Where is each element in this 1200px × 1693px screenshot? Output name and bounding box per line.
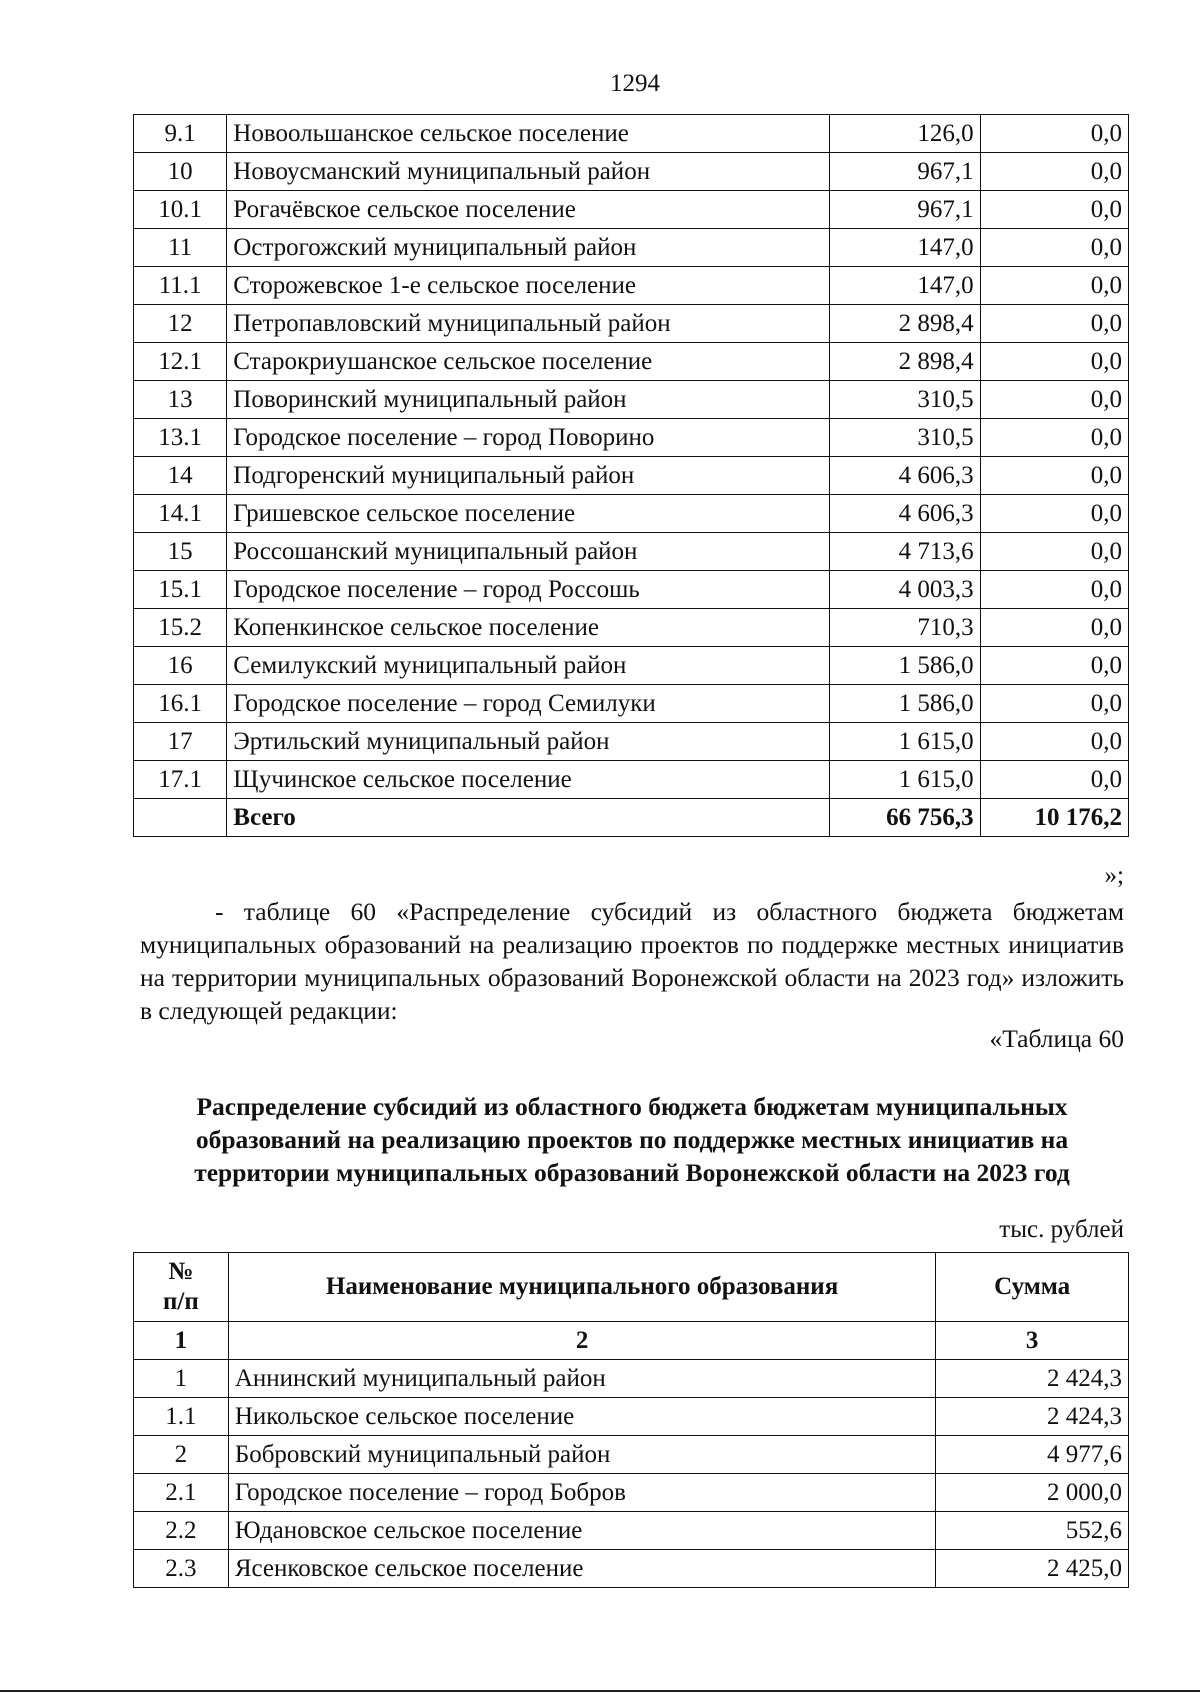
header-name: Наименование муниципального образования xyxy=(228,1253,935,1322)
row-number: 2.2 xyxy=(134,1512,229,1550)
municipality-name: Подгоренский муниципальный район xyxy=(227,457,830,495)
amount-col-2: 0,0 xyxy=(980,761,1128,799)
municipality-name: Россошанский муниципальный район xyxy=(227,533,830,571)
table-row xyxy=(134,153,1129,191)
column-number: 1 xyxy=(134,1322,229,1360)
row-number: 11.1 xyxy=(134,267,227,305)
amount-col-2: 0,0 xyxy=(980,191,1128,229)
municipality-name: Щучинское сельское поселение xyxy=(227,761,830,799)
amount-col-1: 126,0 xyxy=(830,115,980,153)
municipality-name: Сторожевское 1-е сельское поселение xyxy=(227,267,830,305)
table-row xyxy=(134,267,1129,305)
amount-col-2: 0,0 xyxy=(980,153,1128,191)
table-row xyxy=(134,571,1129,609)
amount-col-2: 0,0 xyxy=(980,533,1128,571)
municipality-name: Новоольшанское сельское поселение xyxy=(227,115,830,153)
row-number: 17.1 xyxy=(134,761,227,799)
amount-col-2: 0,0 xyxy=(980,381,1128,419)
column-number: 2 xyxy=(228,1322,935,1360)
municipality-name: Городское поселение – город Бобров xyxy=(228,1474,935,1512)
amount-col-1: 147,0 xyxy=(830,229,980,267)
table-row xyxy=(134,343,1129,381)
total-number-cell xyxy=(134,799,227,837)
amount-col-1: 147,0 xyxy=(830,267,980,305)
municipality-name: Городское поселение – город Семилуки xyxy=(227,685,830,723)
header-number-pp: п/п xyxy=(163,1288,199,1315)
municipality-name: Никольское сельское поселение xyxy=(228,1398,935,1436)
municipality-name: Поворинский муниципальный район xyxy=(227,381,830,419)
table-heading: Распределение субсидий из областного бюджета бюджетам муниципальных образований на реализацию проектов по поддержке местных инициатив на территории муниципальных образований Воронежской области на 2023 год xyxy=(194,1092,1070,1187)
header-sum: Сумма xyxy=(936,1253,1129,1322)
amount-col-2: 0,0 xyxy=(980,685,1128,723)
header-number-sign: № xyxy=(168,1258,194,1285)
subsidy-table-continuation xyxy=(133,114,1129,837)
row-number: 15.2 xyxy=(134,609,227,647)
row-number: 2 xyxy=(134,1436,229,1474)
table-row xyxy=(134,761,1129,799)
table-row xyxy=(134,495,1129,533)
row-number: 1 xyxy=(134,1360,229,1398)
row-number: 15 xyxy=(134,533,227,571)
amount: 4 977,6 xyxy=(936,1436,1129,1474)
table-row xyxy=(134,647,1129,685)
amount: 2 000,0 xyxy=(936,1474,1129,1512)
amount-col-2: 0,0 xyxy=(980,419,1128,457)
header-row xyxy=(134,1253,1129,1322)
amount-col-2: 0,0 xyxy=(980,115,1128,153)
municipality-name: Петропавловский муниципальный район xyxy=(227,305,830,343)
amount-col-1: 4 713,6 xyxy=(830,533,980,571)
table-row xyxy=(134,685,1129,723)
column-number: 3 xyxy=(936,1322,1129,1360)
table-row xyxy=(134,1550,1129,1588)
row-number: 10 xyxy=(134,153,227,191)
row-number: 11 xyxy=(134,229,227,267)
amount-col-1: 710,3 xyxy=(830,609,980,647)
table-label: «Таблица 60 xyxy=(989,1024,1124,1053)
table-row xyxy=(134,381,1129,419)
subsidy-table-60 xyxy=(133,1252,1129,1588)
table-row xyxy=(134,115,1129,153)
total-row xyxy=(134,799,1129,837)
municipality-name: Острогожский муниципальный район xyxy=(227,229,830,267)
amount-col-1: 4 606,3 xyxy=(830,495,980,533)
table-row xyxy=(134,723,1129,761)
units-label: тыс. рублей xyxy=(999,1216,1124,1243)
table-row xyxy=(134,1360,1129,1398)
amount-col-1: 4 003,3 xyxy=(830,571,980,609)
amount-col-1: 1 615,0 xyxy=(830,723,980,761)
amount-col-2: 0,0 xyxy=(980,343,1128,381)
row-number: 12.1 xyxy=(134,343,227,381)
row-number: 13 xyxy=(134,381,227,419)
municipality-name: Городское поселение – город Поворино xyxy=(227,419,830,457)
table-row xyxy=(134,305,1129,343)
page-number: 1294 xyxy=(610,70,660,97)
amount-col-2: 0,0 xyxy=(980,267,1128,305)
row-number: 13.1 xyxy=(134,419,227,457)
municipality-name: Городское поселение – город Россошь xyxy=(227,571,830,609)
amount-col-1: 2 898,4 xyxy=(830,305,980,343)
amount-col-2: 0,0 xyxy=(980,647,1128,685)
table-row xyxy=(134,229,1129,267)
municipality-name: Ясенковское сельское поселение xyxy=(228,1550,935,1588)
amount-col-1: 967,1 xyxy=(830,153,980,191)
row-number: 9.1 xyxy=(134,115,227,153)
row-number: 14 xyxy=(134,457,227,495)
amount: 552,6 xyxy=(936,1512,1129,1550)
row-number: 16 xyxy=(134,647,227,685)
amount: 2 424,3 xyxy=(936,1360,1129,1398)
amount: 2 425,0 xyxy=(936,1550,1129,1588)
amount-col-1: 4 606,3 xyxy=(830,457,980,495)
municipality-name: Юдановское сельское поселение xyxy=(228,1512,935,1550)
table-row xyxy=(134,457,1129,495)
amount-col-1: 1 586,0 xyxy=(830,647,980,685)
amount: 2 424,3 xyxy=(936,1398,1129,1436)
amount-col-1: 1 586,0 xyxy=(830,685,980,723)
row-number: 15.1 xyxy=(134,571,227,609)
amount-col-2: 0,0 xyxy=(980,229,1128,267)
municipality-name: Гришевское сельское поселение xyxy=(227,495,830,533)
municipality-name: Копенкинское сельское поселение xyxy=(227,609,830,647)
row-number: 17 xyxy=(134,723,227,761)
row-number: 1.1 xyxy=(134,1398,229,1436)
amount-col-2: 0,0 xyxy=(980,495,1128,533)
amount-col-1: 967,1 xyxy=(830,191,980,229)
amount-col-2: 0,0 xyxy=(980,609,1128,647)
municipality-name: Аннинский муниципальный район xyxy=(228,1360,935,1398)
row-number: 16.1 xyxy=(134,685,227,723)
amount-col-2: 0,0 xyxy=(980,457,1128,495)
municipality-name: Эртильский муниципальный район xyxy=(227,723,830,761)
header-number xyxy=(134,1253,229,1322)
amount-col-1: 310,5 xyxy=(830,381,980,419)
total-amount-col-1: 66 756,3 xyxy=(830,799,980,837)
amount-col-2: 0,0 xyxy=(980,305,1128,343)
total-label: Всего xyxy=(227,799,830,837)
column-number-row xyxy=(134,1322,1129,1360)
table-row xyxy=(134,533,1129,571)
amount-col-1: 310,5 xyxy=(830,419,980,457)
municipality-name: Бобровский муниципальный район xyxy=(228,1436,935,1474)
table-row xyxy=(134,1474,1129,1512)
municipality-name: Новоусманский муниципальный район xyxy=(227,153,830,191)
table-row xyxy=(134,1398,1129,1436)
row-number: 2.3 xyxy=(134,1550,229,1588)
amount-col-1: 2 898,4 xyxy=(830,343,980,381)
table-row xyxy=(134,419,1129,457)
table-row xyxy=(134,1436,1129,1474)
table-row xyxy=(134,609,1129,647)
closing-quote: »; xyxy=(1104,862,1124,889)
total-amount-col-2: 10 176,2 xyxy=(980,799,1128,837)
row-number: 14.1 xyxy=(134,495,227,533)
amount-col-1: 1 615,0 xyxy=(830,761,980,799)
municipality-name: Семилукский муниципальный район xyxy=(227,647,830,685)
amendment-paragraph: - таблице 60 «Распределение субсидий из областного бюджета бюджетам муниципальных образований на реализацию проектов по поддержке местных инициатив на территории муниципальных образований Воронежской области на 2023 год» изложить в следующей редакции: xyxy=(140,897,1124,1025)
table-row xyxy=(134,1512,1129,1550)
amount-col-2: 0,0 xyxy=(980,723,1128,761)
municipality-name: Рогачёвское сельское поселение xyxy=(227,191,830,229)
amount-col-2: 0,0 xyxy=(980,571,1128,609)
bottom-rule xyxy=(0,1690,1200,1692)
row-number: 2.1 xyxy=(134,1474,229,1512)
row-number: 10.1 xyxy=(134,191,227,229)
table-row xyxy=(134,191,1129,229)
row-number: 12 xyxy=(134,305,227,343)
municipality-name: Старокриушанское сельское поселение xyxy=(227,343,830,381)
